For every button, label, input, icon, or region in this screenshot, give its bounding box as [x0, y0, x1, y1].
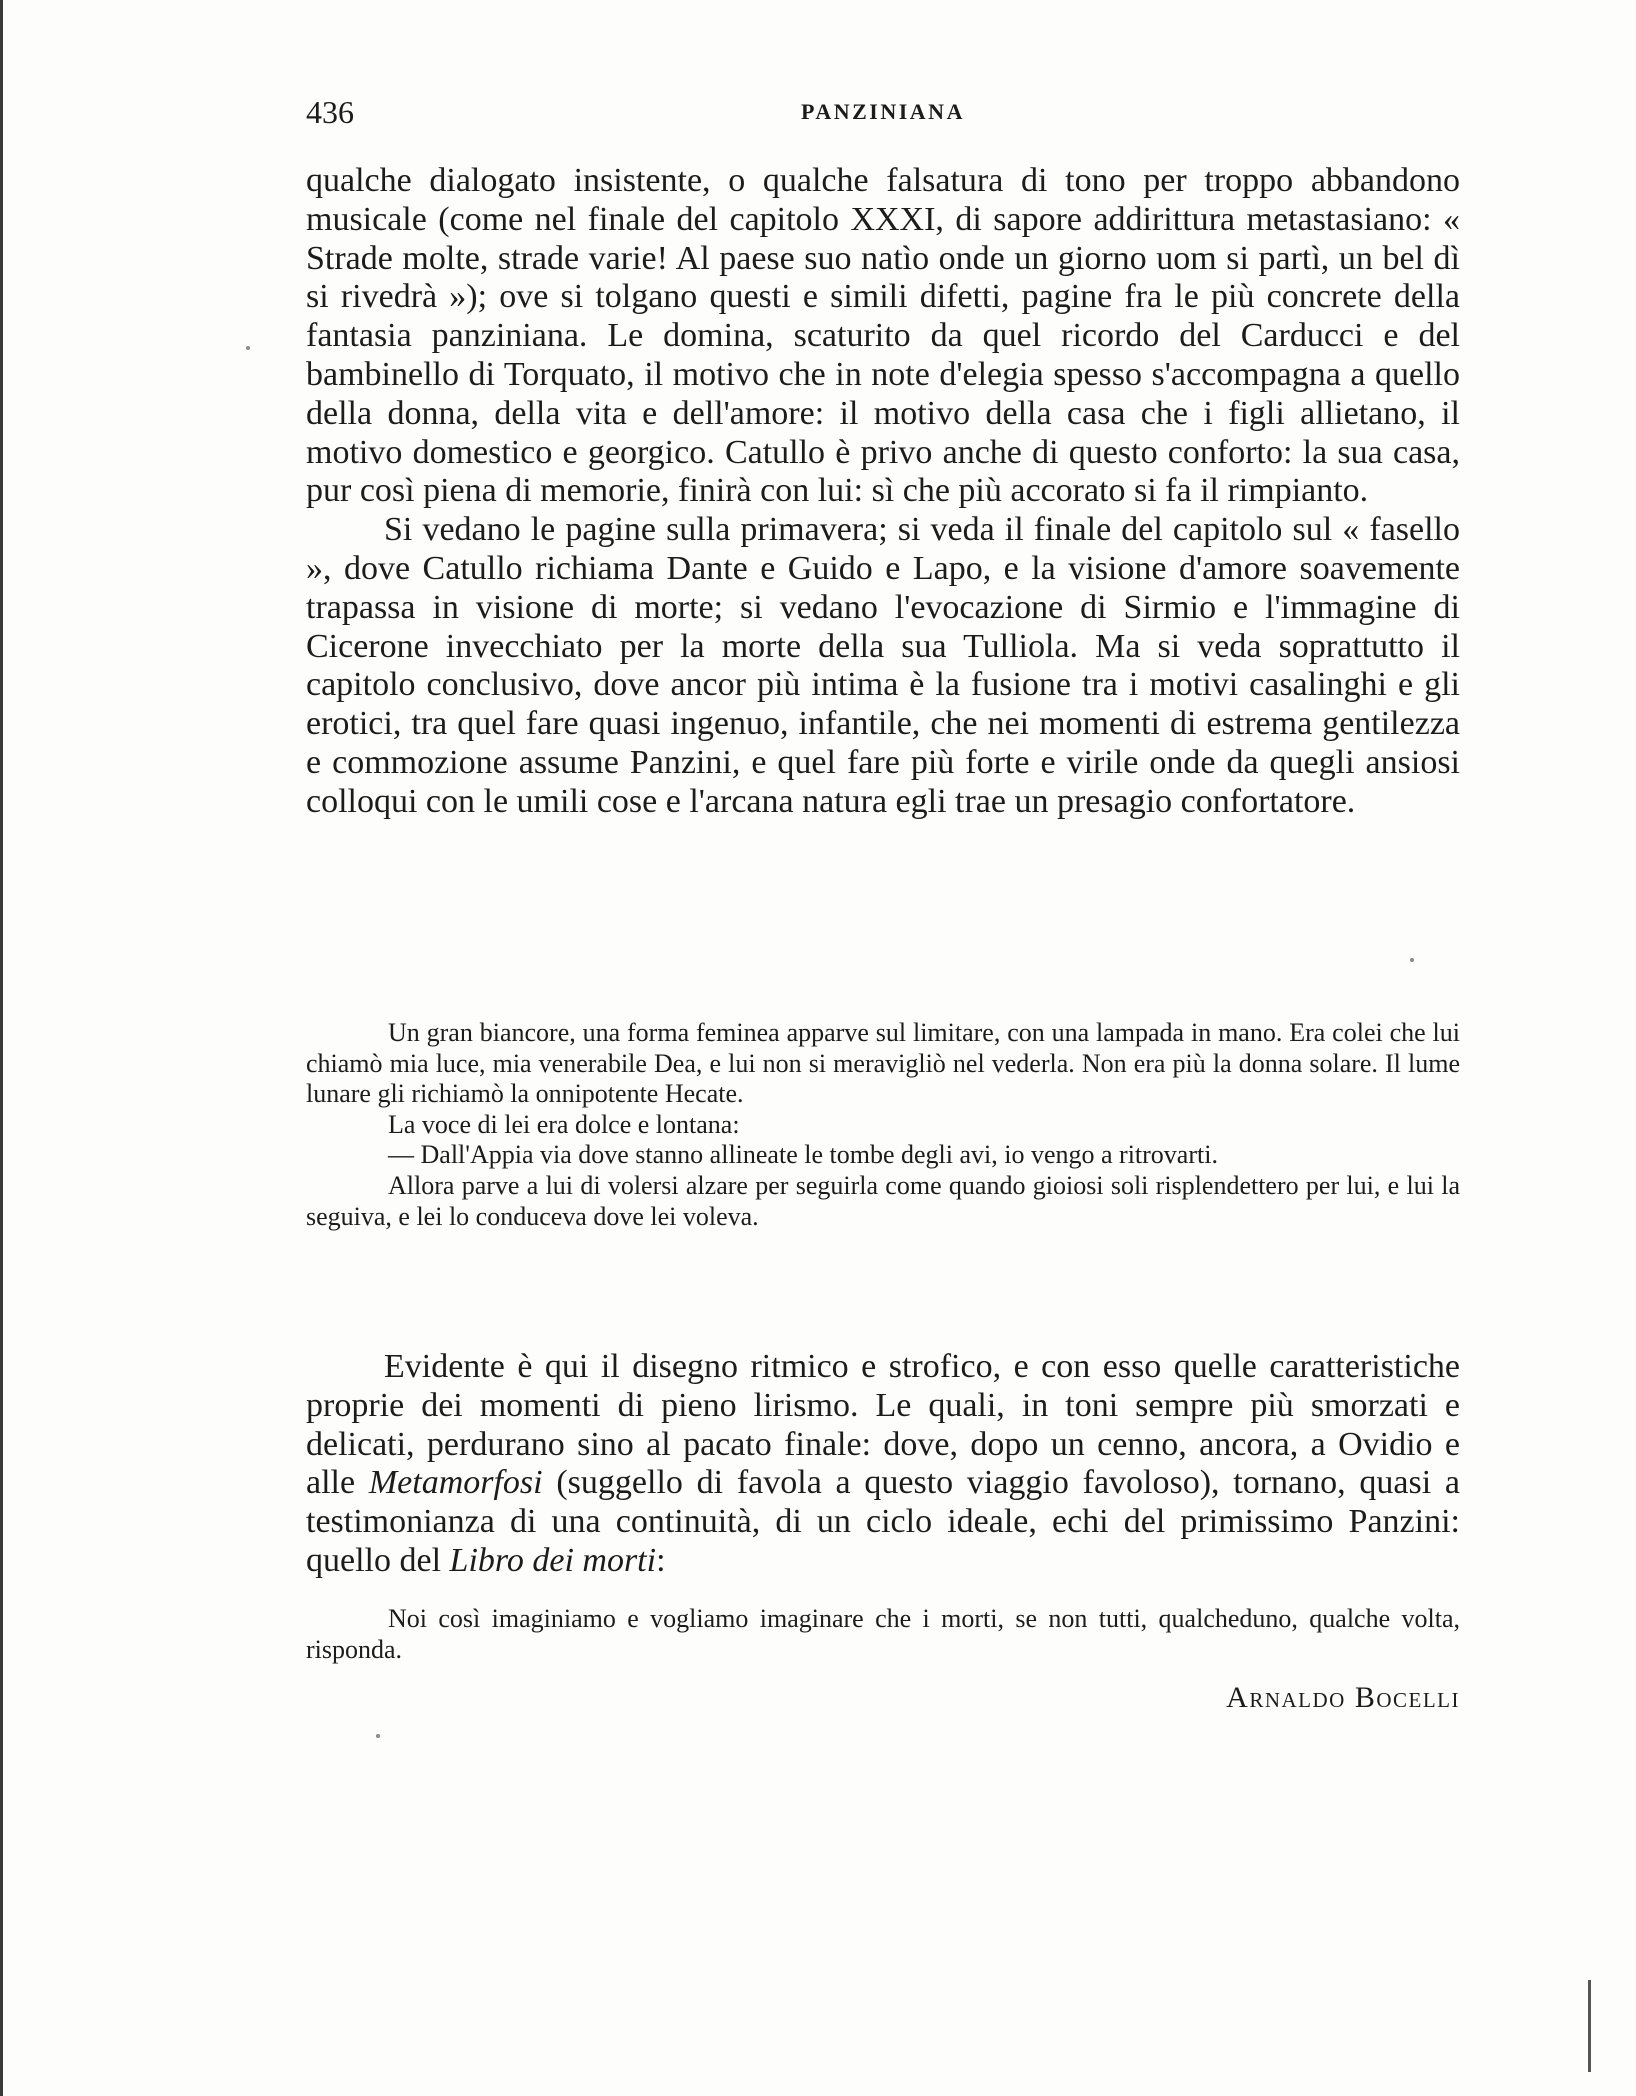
paragraph-1: qualche dialogato insistente, o qualche falsatura di tono per troppo abbandono musicale (come nel finale del capitolo XXXI, di sapore addirittura metastasiano: « Strade molte, strade varie! Al paese suo natìo onde un giorno uom si partì, un bel dì si rivedrà »); ove si tolgano questi e simili difetti, pagine fra le più concrete della fantasia panziniana. Le domina, scaturito da quel ricordo del Carducci e del bambinello di Torquato, il motivo che in note d'elegia spesso s'accompagna a quello della donna, della vita e dell'amore: il motivo della casa che i figli allietano, il motivo domestico e georgico. Catullo è privo anche di questo conforto: la sua casa, pur così piena di memorie, finirà con lui: sì che più accorato si fa il rimpianto.	[306, 162, 1460, 510]
scan-speck	[1410, 958, 1414, 962]
author-signature: Arnaldo Bocelli	[1226, 1681, 1460, 1714]
paragraph-3-part-3: :	[656, 1541, 666, 1579]
paragraph-3-part-1: Evidente è qui il disegno ritmico e strofico, e con esso quelle caratteristiche proprie dei momenti di pieno lirismo. Le quali, in toni sempre più smorzati e delicati, perdurano sino al pacato finale: dove, dopo un cenno, ancora, a Ovidio e alle	[306, 1348, 1460, 1502]
running-header	[306, 92, 1460, 132]
paragraph-3-part-2: (suggello di favola a questo viaggio favoloso), tornano, quasi a testimonianza di una continuità, di un ciclo ideale, echi del primissimo Panzini: quello del	[306, 1464, 1460, 1579]
paragraph-3-title-metamorfosi: Metamorfosi	[368, 1464, 543, 1502]
page-number: 436	[306, 94, 354, 130]
scan-mark	[1588, 1980, 1591, 2072]
block-quote-2	[306, 1604, 1460, 1665]
quote-2-text: Noi così imaginiamo e vogliamo imaginare che i morti, se non tutti, qualcheduno, qualche volta, risponda.	[306, 1604, 1460, 1664]
body-text-top	[306, 162, 1460, 822]
scan-speck	[246, 346, 250, 350]
quote-1-line-2: La voce di lei era dolce e lontana:	[388, 1109, 740, 1139]
quote-1-line-1: Un gran biancore, una forma feminea apparve sul limitare, con una lampada in mano. Era colei che lui chiamò mia luce, mia venerabile Dea, e lui non si meravigliò nel vederla. Non era più la donna solare. Il lume lunare gli richiamò la onnipotente Hecate.	[306, 1018, 1460, 1109]
scan-speck	[376, 1734, 380, 1738]
page-edge	[0, 0, 3, 2096]
paragraph-3-title-libro-dei-morti: Libro dei morti	[449, 1541, 657, 1579]
block-quote-1	[306, 1018, 1460, 1232]
paragraph-2: Si vedano le pagine sulla primavera; si veda il finale del capitolo sul « fasello », dove Catullo richiama Dante e Guido e Lapo, e la visione d'amore soavemente trapassa in visione di morte; si vedano l'evocazione di Sirmio e l'immagine di Cicerone invecchiato per la morte della sua Tulliola. Ma si veda soprattutto il capitolo conclusivo, dove ancor più intima è la fusione tra i motivi casalinghi e gli erotici, tra quel fare quasi ingenuo, infantile, che nei momenti di estrema gentilezza e commozione assume Panzini, e quel fare più forte e virile onde da quegli ansiosi colloqui con le umili cose e l'arcana natura egli trae un presagio confortatore.	[306, 511, 1460, 820]
running-title: PANZINIANA	[801, 99, 965, 124]
paragraph-3	[306, 1348, 1460, 1581]
quote-1-line-3: — Dall'Appia via dove stanno allineate le tombe degli avi, io vengo a ritrovarti.	[388, 1140, 1218, 1170]
body-text-bottom	[306, 1348, 1460, 1581]
quote-1-line-4: Allora parve a lui di volersi alzare per seguirla come quando gioiosi soli risplendettero per lui, e lui la seguiva, e lei lo conduceva dove lei voleva.	[306, 1170, 1460, 1231]
